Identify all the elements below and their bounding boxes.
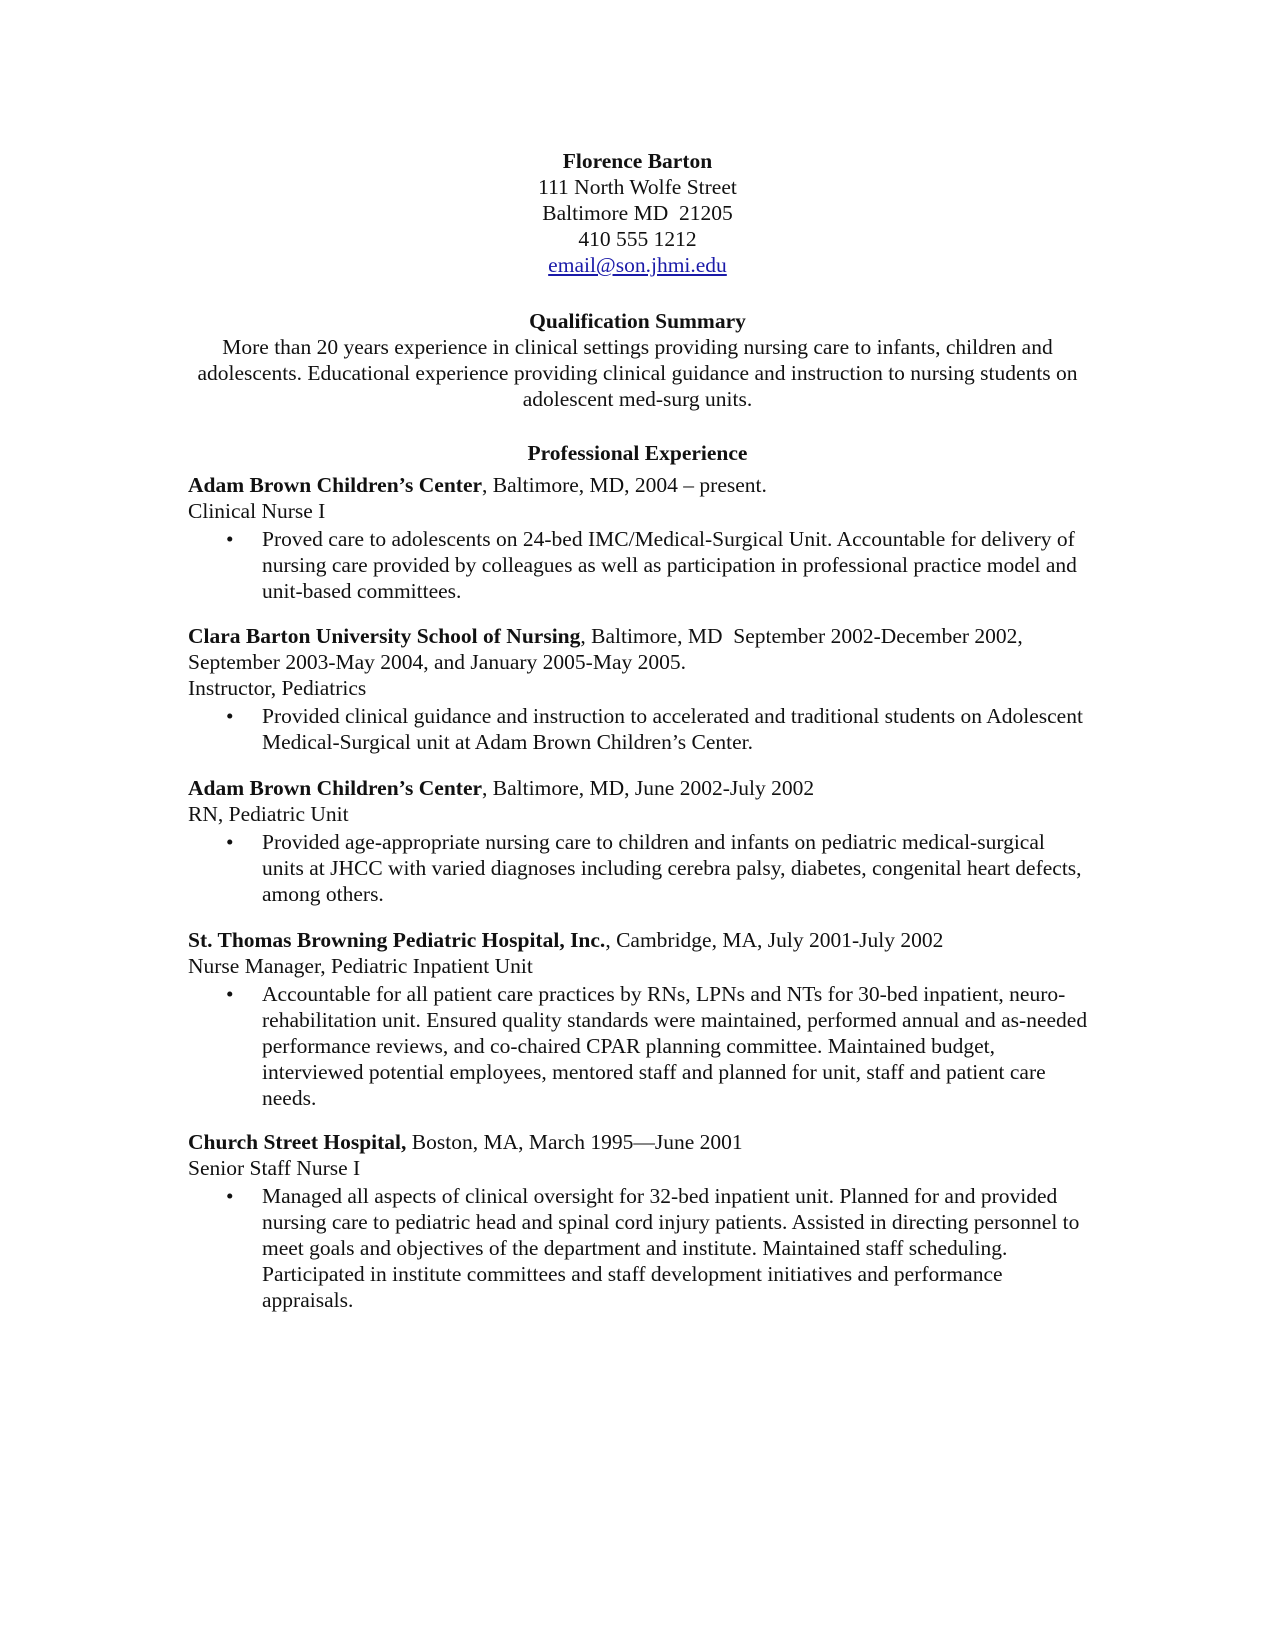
- job-role: Nurse Manager, Pediatric Inpatient Unit: [188, 954, 533, 978]
- job-organization: Church Street Hospital,: [188, 1130, 407, 1154]
- job-role: Senior Staff Nurse I: [188, 1156, 361, 1180]
- applicant-name: Florence Barton: [562, 149, 713, 173]
- phone-number: 410 555 1212: [578, 227, 697, 251]
- job-role: Clinical Nurse I: [188, 499, 326, 523]
- job-description: Provided age-appropriate nursing care to children and infants on pediatric medical-surgical units at JHCC with varied diagnoses including cerebra palsy, diabetes, congenital heart defects, among others.: [262, 830, 1082, 906]
- job-details: , Baltimore, MD, June 2002-July 2002: [482, 776, 815, 800]
- job-heading: [188, 472, 1088, 498]
- job-organization: Adam Brown Children’s Center: [188, 473, 483, 497]
- bullet-icon: •: [226, 527, 234, 551]
- job-bullet: [188, 526, 1088, 604]
- bullet-icon: •: [226, 830, 234, 854]
- contact-header: [0, 148, 1275, 278]
- job-organization: Clara Barton University School of Nursing: [188, 624, 581, 648]
- qualification-summary-title: Qualification Summary: [529, 309, 746, 333]
- email-link[interactable]: email@son.jhmi.edu: [548, 253, 727, 277]
- job-entry: [188, 927, 1088, 1111]
- job-organization: Adam Brown Children’s Center: [188, 776, 483, 800]
- job-description: Managed all aspects of clinical oversight for 32-bed inpatient unit. Planned for and provided nursing care to pediatric head and spinal cord injury patients. Assisted in directing personnel to meet goals and objectives of the department and institute. Maintained staff scheduling. Participated in institute committees and staff development initiatives and performance appraisals.: [262, 1184, 1080, 1312]
- professional-experience-title: Professional Experience: [527, 441, 748, 465]
- job-entry: [188, 1129, 1088, 1313]
- job-details: , Baltimore, MD September 2002-December 2002, September 2003-May 2004, and January 2005-May 2005.: [188, 624, 1029, 674]
- job-role: Instructor, Pediatrics: [188, 676, 367, 700]
- job-bullet: [188, 981, 1088, 1111]
- bullet-icon: •: [226, 704, 234, 728]
- street-address: 111 North Wolfe Street: [538, 175, 737, 199]
- job-entry: [188, 472, 1088, 604]
- job-bullet: [188, 1183, 1088, 1313]
- job-heading: [188, 927, 1088, 953]
- job-bullet: [188, 703, 1088, 755]
- city-state-zip: Baltimore MD 21205: [542, 201, 733, 225]
- job-description: Accountable for all patient care practices by RNs, LPNs and NTs for 30-bed inpatient, neuro-rehabilitation unit. Ensured quality standards were maintained, performed annual and as-needed performance reviews, and co-chaired CPAR planning committee. Maintained budget, interviewed potential employees, mentored staff and planned for unit, staff and patient care needs.: [262, 982, 1088, 1110]
- bullet-icon: •: [226, 982, 234, 1006]
- job-heading: [188, 623, 1088, 675]
- job-details: , Baltimore, MD, 2004 – present.: [482, 473, 767, 497]
- job-heading: [188, 1129, 1088, 1155]
- job-description: Proved care to adolescents on 24-bed IMC/Medical-Surgical Unit. Accountable for delivery of nursing care provided by colleagues as well as participation in professional practice model and unit-based committees.: [262, 527, 1077, 603]
- job-details: , Cambridge, MA, July 2001-July 2002: [605, 928, 944, 952]
- job-bullet: [188, 829, 1088, 907]
- job-role: RN, Pediatric Unit: [188, 802, 349, 826]
- qualification-summary-text: More than 20 years experience in clinical settings providing nursing care to infants, children and adolescents. Educational experience providing clinical guidance and instruction to nursing students on adolescent med-surg units.: [197, 335, 1078, 411]
- bullet-icon: •: [226, 1184, 234, 1208]
- job-entry: [188, 775, 1088, 907]
- job-heading: [188, 775, 1088, 801]
- job-entry: [188, 623, 1088, 755]
- job-details: Boston, MA, March 1995—June 2001: [406, 1130, 743, 1154]
- job-description: Provided clinical guidance and instruction to accelerated and traditional students on Adolescent Medical-Surgical unit at Adam Brown Children’s Center.: [262, 704, 1083, 754]
- job-organization: St. Thomas Browning Pediatric Hospital, Inc.: [188, 928, 606, 952]
